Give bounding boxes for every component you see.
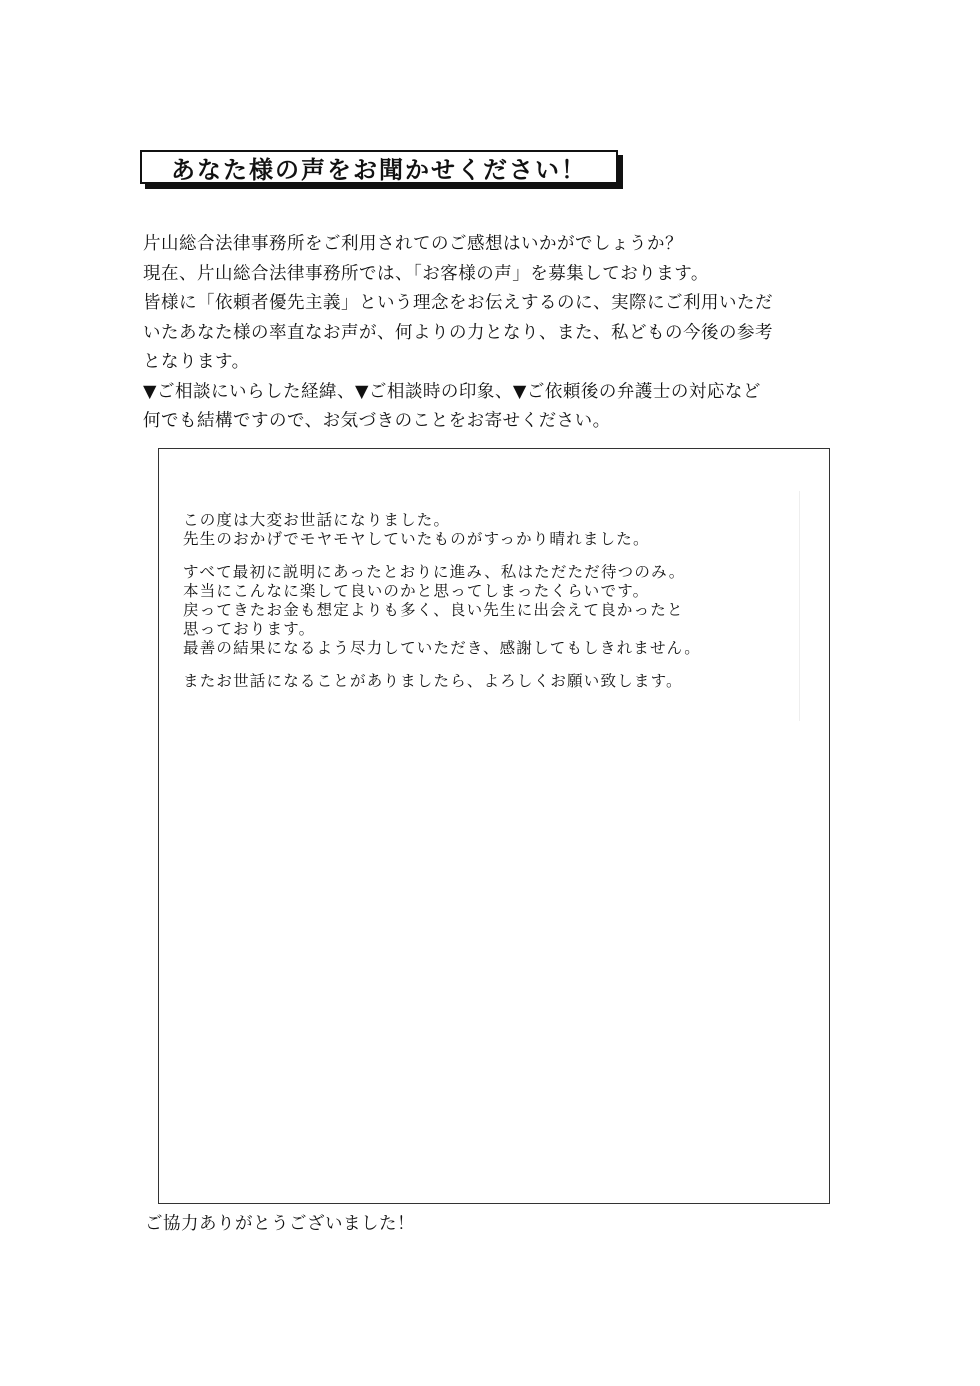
- intro-line: となります。: [143, 352, 250, 372]
- paragraph-gap: [183, 549, 803, 563]
- comment-line: 戻ってきたお金も想定よりも多く、良い先生に出会えて良かったと: [183, 601, 684, 619]
- comment-line: 思っております。: [183, 620, 316, 638]
- comment-line: 先生のおかげでモヤモヤしていたものがすっかり晴れました。: [183, 530, 650, 548]
- title-banner: [140, 150, 618, 184]
- intro-line: 片山総合法律事務所をご利用されてのご感想はいかがでしょうか？: [143, 234, 683, 254]
- intro-line: 何でも結構ですので、お気づきのことをお寄せください。: [143, 411, 611, 431]
- comment-line: すべて最初に説明にあったとおりに進み、私はただただ待つのみ。: [183, 563, 686, 581]
- customer-comment: [183, 511, 803, 691]
- intro-line: 現在、片山総合法律事務所では、「お客様の声」を募集しております。: [143, 263, 709, 284]
- customer-comment-box: [158, 448, 830, 1204]
- intro-line: ▼ご相談にいらした経緯、▼ご相談時の印象、▼ご依頼後の弁護士の対応など: [143, 381, 761, 402]
- comment-line: 最善の結果になるよう尽力していただき、感謝してもしきれません。: [183, 639, 702, 657]
- comment-line: またお世話になることがありましたら、よろしくお願い致します。: [183, 672, 683, 690]
- intro-line: 皆様に「依頼者優先主義」という理念をお伝えするのに、実際にご利用いただ: [143, 293, 773, 313]
- comment-line: 本当にこんなに楽して良いのかと思ってしまったくらいです。: [183, 582, 650, 600]
- title-box: [140, 150, 618, 184]
- thanks-text: ご協力ありがとうございました！: [145, 1214, 415, 1234]
- intro-line: いたあなた様の率直なお声が、何よりの力となり、また、私どもの今後の参考: [143, 322, 773, 343]
- intro-text: [143, 230, 848, 437]
- page-title: あなた様の声をお聞かせください！: [171, 155, 587, 184]
- paragraph-gap: [183, 658, 803, 672]
- comment-line: この度は大変お世話になりました。: [183, 511, 451, 529]
